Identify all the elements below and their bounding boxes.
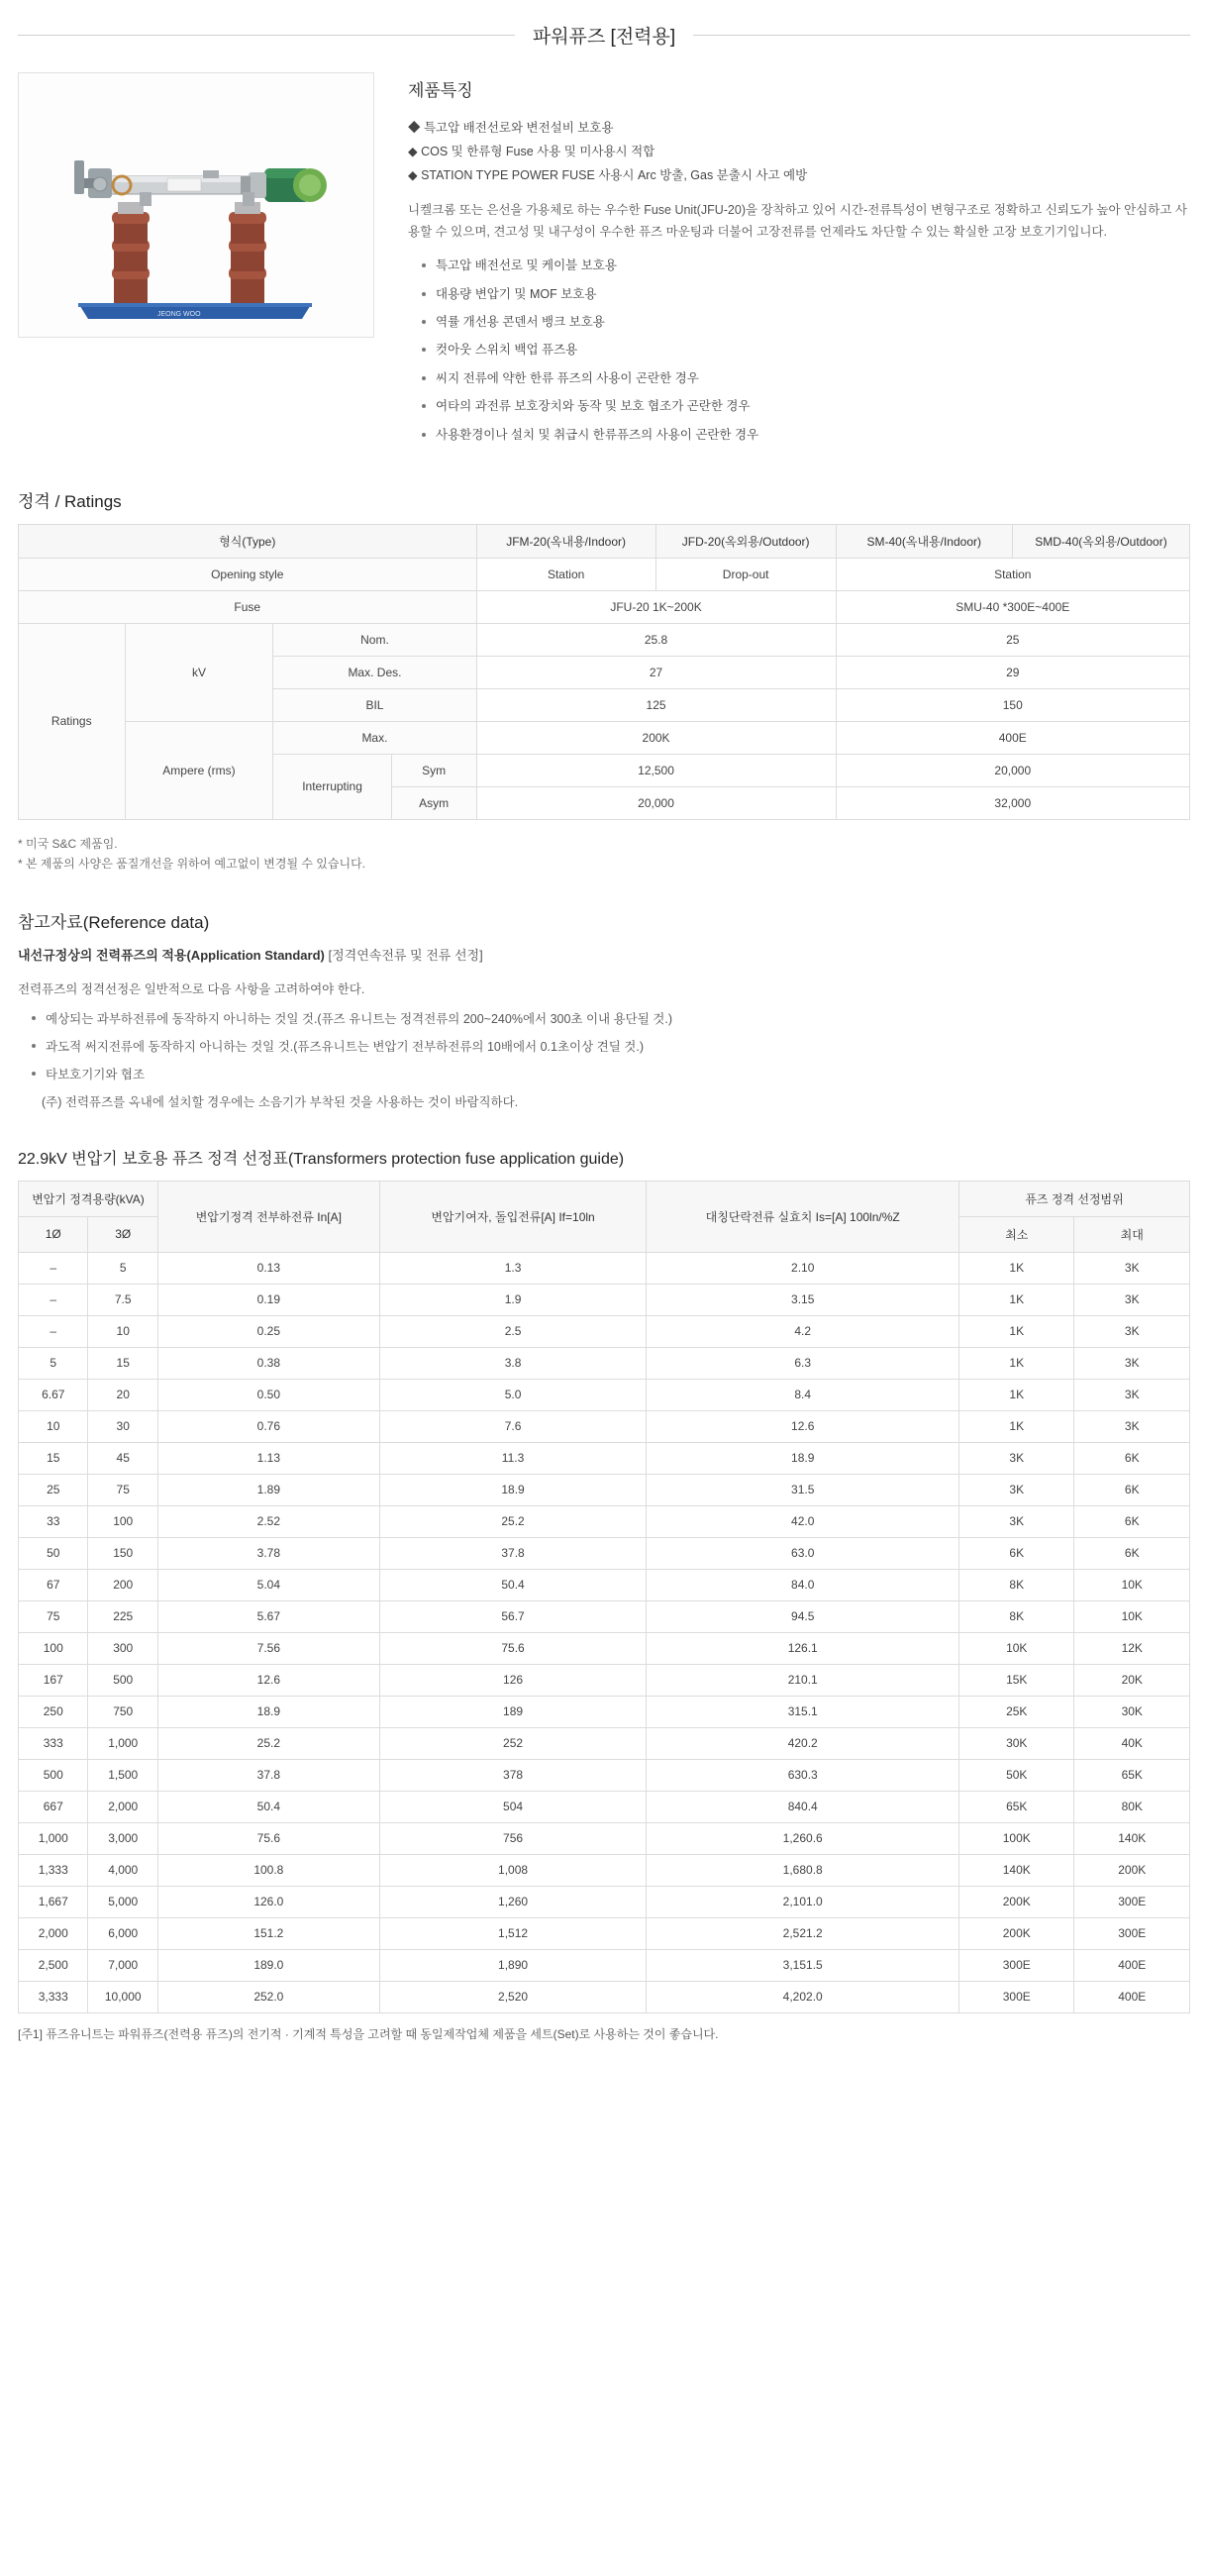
cell-current: 0.13	[157, 1252, 379, 1284]
cell-phase1: 500	[19, 1759, 88, 1791]
cell-min: 25K	[959, 1696, 1074, 1727]
cell-phase3: 225	[88, 1600, 157, 1632]
reference-bullet-1: 예상되는 과부하전류에 동작하지 아니하는 것일 것.(퓨즈 유니트는 정격전류의 200~240%에서 300초 이내 용단될 것.)	[36, 1009, 1190, 1029]
cell-current: 5.04	[157, 1569, 379, 1600]
cell-phase3: 500	[88, 1664, 157, 1696]
page-title: 파워퓨즈 [전력용]	[532, 27, 676, 48]
cell-short: 1,260.6	[647, 1822, 959, 1854]
cell-inrush: 189	[379, 1696, 647, 1727]
rating-row-name-5: Sym	[391, 754, 476, 786]
feature-bullet-3: 역률 개선용 콘덴서 뱅크 보호용	[426, 313, 1190, 332]
cell-inrush: 252	[379, 1727, 647, 1759]
feature-bullet-7: 사용환경이나 설치 및 취급시 한류퓨즈의 사용이 곤란한 경우	[426, 426, 1190, 445]
table-header-row	[19, 1181, 1190, 1216]
cell-max: 20K	[1074, 1664, 1190, 1696]
cell-short: 42.0	[647, 1505, 959, 1537]
reference-bullet-3: 타보호기기와 협조	[36, 1065, 1190, 1084]
header-min: 최소	[959, 1216, 1074, 1252]
cell-current: 0.38	[157, 1347, 379, 1379]
cell-current: 25.2	[157, 1727, 379, 1759]
cell-current: 37.8	[157, 1759, 379, 1791]
cell-short: 4,202.0	[647, 1981, 959, 2012]
opening-style-2: Drop-out	[655, 558, 836, 590]
ratings-type-3: SM-40(옥내용/Indoor)	[836, 524, 1012, 558]
reference-heading: 참고자료(Reference data)	[18, 912, 210, 932]
cell-phase1: 167	[19, 1664, 88, 1696]
cell-phase1: 3,333	[19, 1981, 88, 2012]
table-row	[19, 1600, 1190, 1632]
cell-inrush: 378	[379, 1759, 647, 1791]
cell-phase1: –	[19, 1284, 88, 1315]
rating-row-v2-5: 20,000	[836, 754, 1189, 786]
cell-current: 100.8	[157, 1854, 379, 1886]
cell-max: 30K	[1074, 1696, 1190, 1727]
table-row	[19, 590, 1190, 623]
cell-max: 300E	[1074, 1886, 1190, 1917]
header-max: 최대	[1074, 1216, 1190, 1252]
cell-min: 3K	[959, 1442, 1074, 1474]
cell-inrush: 7.6	[379, 1410, 647, 1442]
cell-min: 1K	[959, 1315, 1074, 1347]
cell-max: 6K	[1074, 1505, 1190, 1537]
cell-min: 1K	[959, 1379, 1074, 1410]
feature-diamond-3: ◆ STATION TYPE POWER FUSE 사용시 Arc 방출, Gas 분출시 사고 예방	[408, 167, 808, 182]
cell-min: 140K	[959, 1854, 1074, 1886]
cell-phase3: 10,000	[88, 1981, 157, 2012]
cell-inrush: 1.9	[379, 1284, 647, 1315]
table-row	[19, 1284, 1190, 1315]
ratings-note-2: * 본 제품의 사양은 품질개선을 위하여 예고없이 변경될 수 있습니다.	[18, 857, 365, 872]
cell-phase1: 25	[19, 1474, 88, 1505]
table-row	[19, 1410, 1190, 1442]
cell-inrush: 756	[379, 1822, 647, 1854]
product-overview	[0, 54, 1208, 454]
cell-phase1: 1,333	[19, 1854, 88, 1886]
cell-min: 300E	[959, 1981, 1074, 2012]
rating-row-name-6: Asym	[391, 786, 476, 819]
feature-bullet-5: 씨지 전류에 약한 한류 퓨즈의 사용이 곤란한 경우	[426, 369, 1190, 388]
cell-inrush: 25.2	[379, 1505, 647, 1537]
opening-style-1: Station	[476, 558, 655, 590]
cell-phase1: 33	[19, 1505, 88, 1537]
ratings-label: Ratings	[19, 623, 126, 819]
cell-max: 400E	[1074, 1949, 1190, 1981]
cell-phase3: 4,000	[88, 1854, 157, 1886]
fuse-table-footnote: [주1] 퓨즈유니트는 파워퓨즈(전력용 퓨즈)의 전기적 · 기계적 특성을 고려할 때 동일제작업체 제품을 세트(Set)로 사용하는 것이 좋습니다.	[18, 2026, 719, 2041]
cell-short: 8.4	[647, 1379, 959, 1410]
cell-current: 50.4	[157, 1791, 379, 1822]
features-heading: 제품특징	[408, 81, 473, 100]
table-row	[19, 1569, 1190, 1600]
cell-min: 300E	[959, 1949, 1074, 1981]
rating-row-v1-6: 20,000	[476, 786, 836, 819]
cell-inrush: 126	[379, 1664, 647, 1696]
cell-phase3: 100	[88, 1505, 157, 1537]
cell-max: 6K	[1074, 1537, 1190, 1569]
cell-min: 10K	[959, 1632, 1074, 1664]
cell-current: 2.52	[157, 1505, 379, 1537]
cell-phase1: 6.67	[19, 1379, 88, 1410]
table-row	[19, 1727, 1190, 1759]
rating-row-v2-2: 29	[836, 656, 1189, 688]
cell-phase3: 7,000	[88, 1949, 157, 1981]
cell-phase3: 150	[88, 1537, 157, 1569]
reference-intro: 전력퓨즈의 정격선정은 일반적으로 다음 사항을 고려하여야 한다.	[18, 981, 365, 996]
cell-max: 3K	[1074, 1252, 1190, 1284]
cell-phase3: 5	[88, 1252, 157, 1284]
cell-max: 10K	[1074, 1600, 1190, 1632]
features-panel	[374, 72, 1190, 454]
cell-min: 200K	[959, 1917, 1074, 1949]
cell-phase3: 1,000	[88, 1727, 157, 1759]
rating-row-name-2: Max. Des.	[273, 656, 476, 688]
table-row	[19, 1886, 1190, 1917]
fuse-value-2: SMU-40 *300E~400E	[836, 590, 1189, 623]
cell-max: 65K	[1074, 1759, 1190, 1791]
cell-phase1: 2,500	[19, 1949, 88, 1981]
cell-max: 80K	[1074, 1791, 1190, 1822]
cell-min: 15K	[959, 1664, 1074, 1696]
cell-min: 3K	[959, 1505, 1074, 1537]
table-row	[19, 1664, 1190, 1696]
table-row	[19, 1252, 1190, 1284]
table-row	[19, 623, 1190, 656]
cell-inrush: 5.0	[379, 1379, 647, 1410]
cell-min: 3K	[959, 1474, 1074, 1505]
cell-current: 18.9	[157, 1696, 379, 1727]
cell-short: 6.3	[647, 1347, 959, 1379]
cell-current: 0.19	[157, 1284, 379, 1315]
cell-short: 210.1	[647, 1664, 959, 1696]
cell-phase3: 7.5	[88, 1284, 157, 1315]
cell-inrush: 2,520	[379, 1981, 647, 2012]
table-row	[19, 721, 1190, 754]
cell-current: 0.25	[157, 1315, 379, 1347]
header-short-circuit: 대칭단락전류 실효치 Is=[A] 100ln/%Z	[647, 1181, 959, 1252]
cell-max: 140K	[1074, 1822, 1190, 1854]
cell-phase3: 2,000	[88, 1791, 157, 1822]
cell-phase3: 6,000	[88, 1917, 157, 1949]
cell-min: 1K	[959, 1284, 1074, 1315]
cell-inrush: 1.3	[379, 1252, 647, 1284]
cell-phase1: 15	[19, 1442, 88, 1474]
cell-phase1: 250	[19, 1696, 88, 1727]
cell-max: 6K	[1074, 1442, 1190, 1474]
cell-short: 630.3	[647, 1759, 959, 1791]
cell-short: 126.1	[647, 1632, 959, 1664]
features-bullet-list	[408, 257, 1190, 445]
cell-min: 100K	[959, 1822, 1074, 1854]
cell-inrush: 11.3	[379, 1442, 647, 1474]
cell-current: 0.50	[157, 1379, 379, 1410]
cell-max: 3K	[1074, 1347, 1190, 1379]
reference-bullet-list	[18, 1009, 1190, 1084]
cell-short: 315.1	[647, 1696, 959, 1727]
fuse-label: Fuse	[19, 590, 477, 623]
cell-max: 10K	[1074, 1569, 1190, 1600]
table-row	[19, 1981, 1190, 2012]
cell-phase1: 667	[19, 1791, 88, 1822]
cell-max: 6K	[1074, 1474, 1190, 1505]
rating-row-v1-4: 200K	[476, 721, 836, 754]
cell-current: 0.76	[157, 1410, 379, 1442]
cell-phase1: 75	[19, 1600, 88, 1632]
cell-min: 8K	[959, 1569, 1074, 1600]
cell-min: 6K	[959, 1537, 1074, 1569]
table-row	[19, 1505, 1190, 1537]
cell-short: 31.5	[647, 1474, 959, 1505]
cell-current: 7.56	[157, 1632, 379, 1664]
header-phase3: 3Ø	[88, 1216, 157, 1252]
fuse-selection-table	[18, 1181, 1190, 2013]
cell-phase3: 300	[88, 1632, 157, 1664]
reference-bullet-2: 과도적 써지전류에 동작하지 아니하는 것일 것.(퓨즈유니트는 변압기 전부하전류의 10배에서 0.1초이상 견딜 것.)	[36, 1037, 1190, 1057]
fuse-table-heading: 22.9kV 변압기 보호용 퓨즈 정격 선정표(Transformers protection fuse application guide)	[18, 1150, 625, 1168]
ratings-type-1: JFM-20(옥내용/Indoor)	[476, 524, 655, 558]
table-row	[19, 1379, 1190, 1410]
cell-inrush: 75.6	[379, 1632, 647, 1664]
features-diamond-list	[408, 119, 1190, 184]
cell-phase1: 10	[19, 1410, 88, 1442]
table-row	[19, 1759, 1190, 1791]
table-row	[19, 1537, 1190, 1569]
cell-phase3: 750	[88, 1696, 157, 1727]
table-row	[19, 1854, 1190, 1886]
cell-inrush: 18.9	[379, 1474, 647, 1505]
cell-short: 3.15	[647, 1284, 959, 1315]
header-inrush: 변압기여자, 돌입전류[A] If=10ln	[379, 1181, 647, 1252]
cell-current: 252.0	[157, 1981, 379, 2012]
cell-phase1: –	[19, 1315, 88, 1347]
cell-phase3: 20	[88, 1379, 157, 1410]
cell-min: 65K	[959, 1791, 1074, 1822]
cell-short: 1,680.8	[647, 1854, 959, 1886]
table-row	[19, 1474, 1190, 1505]
cell-inrush: 1,512	[379, 1917, 647, 1949]
table-row	[19, 524, 1190, 558]
reference-subheading	[18, 945, 1190, 964]
rating-row-name-4: Max.	[273, 721, 476, 754]
cell-max: 3K	[1074, 1284, 1190, 1315]
cell-phase1: 67	[19, 1569, 88, 1600]
title-rule-left	[18, 35, 515, 36]
cell-phase1: 333	[19, 1727, 88, 1759]
page-title-bar	[0, 0, 1208, 54]
cell-phase3: 3,000	[88, 1822, 157, 1854]
table-row	[19, 1347, 1190, 1379]
fuse-value-1: JFU-20 1K~200K	[476, 590, 836, 623]
reference-subheading-bold: 내선규정상의 전력퓨즈의 적용(Application Standard)	[18, 947, 325, 963]
cell-phase3: 5,000	[88, 1886, 157, 1917]
cell-inrush: 56.7	[379, 1600, 647, 1632]
feature-bullet-4: 컷아웃 스위치 백업 퓨즈용	[426, 341, 1190, 360]
reference-subheading-normal: [정격연속전류 및 전류 선정]	[324, 947, 483, 963]
cell-inrush: 3.8	[379, 1347, 647, 1379]
cell-min: 200K	[959, 1886, 1074, 1917]
cell-phase3: 30	[88, 1410, 157, 1442]
title-rule-right	[693, 35, 1190, 36]
cell-min: 50K	[959, 1759, 1074, 1791]
feature-bullet-2: 대용량 변압기 및 MOF 보호용	[426, 285, 1190, 304]
table-row	[19, 1917, 1190, 1949]
table-row	[19, 1822, 1190, 1854]
cell-min: 1K	[959, 1252, 1074, 1284]
cell-current: 126.0	[157, 1886, 379, 1917]
cell-phase1: 5	[19, 1347, 88, 1379]
cell-current: 75.6	[157, 1822, 379, 1854]
cell-phase1: 1,000	[19, 1822, 88, 1854]
cell-short: 18.9	[647, 1442, 959, 1474]
cell-short: 3,151.5	[647, 1949, 959, 1981]
rating-row-v1-5: 12,500	[476, 754, 836, 786]
cell-current: 12.6	[157, 1664, 379, 1696]
header-current: 변압기정격 전부하전류 In[A]	[157, 1181, 379, 1252]
table-row	[19, 1632, 1190, 1664]
cell-short: 2,521.2	[647, 1917, 959, 1949]
cell-current: 189.0	[157, 1949, 379, 1981]
kv-label: kV	[125, 623, 273, 721]
feature-bullet-6: 여타의 과전류 보호장치와 동작 및 보호 협조가 곤란한 경우	[426, 397, 1190, 416]
cell-inrush: 2.5	[379, 1315, 647, 1347]
table-row	[19, 1315, 1190, 1347]
ampere-label: Ampere (rms)	[125, 721, 273, 819]
cell-phase3: 45	[88, 1442, 157, 1474]
cell-inrush: 504	[379, 1791, 647, 1822]
cell-short: 840.4	[647, 1791, 959, 1822]
rating-row-v2-4: 400E	[836, 721, 1189, 754]
cell-short: 12.6	[647, 1410, 959, 1442]
cell-phase1: 100	[19, 1632, 88, 1664]
cell-min: 1K	[959, 1347, 1074, 1379]
cell-inrush: 1,260	[379, 1886, 647, 1917]
cell-phase3: 15	[88, 1347, 157, 1379]
cell-min: 1K	[959, 1410, 1074, 1442]
product-photo	[18, 72, 374, 338]
opening-style-3: Station	[836, 558, 1189, 590]
feature-diamond-1: ◆ 특고압 배전선로와 변전설비 보호용	[408, 121, 614, 135]
ratings-type-label: 형식(Type)	[19, 524, 477, 558]
cell-short: 84.0	[647, 1569, 959, 1600]
cell-phase3: 1,500	[88, 1759, 157, 1791]
cell-max: 3K	[1074, 1410, 1190, 1442]
rating-row-v1-1: 25.8	[476, 623, 836, 656]
rating-row-v1-3: 125	[476, 688, 836, 721]
rating-row-name-3: BIL	[273, 688, 476, 721]
cell-max: 300E	[1074, 1917, 1190, 1949]
table-row	[19, 1696, 1190, 1727]
cell-inrush: 50.4	[379, 1569, 647, 1600]
cell-current: 1.89	[157, 1474, 379, 1505]
cell-inrush: 1,008	[379, 1854, 647, 1886]
cell-phase3: 10	[88, 1315, 157, 1347]
cell-current: 1.13	[157, 1442, 379, 1474]
cell-phase3: 200	[88, 1569, 157, 1600]
header-range: 퓨즈 정격 선정범위	[959, 1181, 1190, 1216]
cell-short: 4.2	[647, 1315, 959, 1347]
ratings-type-2: JFD-20(옥외용/Outdoor)	[655, 524, 836, 558]
cell-min: 30K	[959, 1727, 1074, 1759]
ratings-notes	[18, 834, 1190, 875]
cell-short: 420.2	[647, 1727, 959, 1759]
cell-min: 8K	[959, 1600, 1074, 1632]
cell-max: 12K	[1074, 1632, 1190, 1664]
power-fuse-illustration	[19, 73, 371, 335]
rating-row-v2-1: 25	[836, 623, 1189, 656]
header-capacity: 변압기 정격용량(kVA)	[19, 1181, 158, 1216]
table-row	[19, 1949, 1190, 1981]
cell-current: 3.78	[157, 1537, 379, 1569]
cell-phase1: 2,000	[19, 1917, 88, 1949]
cell-current: 5.67	[157, 1600, 379, 1632]
ratings-heading: 정격 / Ratings	[18, 491, 122, 511]
cell-phase3: 75	[88, 1474, 157, 1505]
header-phase1: 1Ø	[19, 1216, 88, 1252]
cell-phase1: 1,667	[19, 1886, 88, 1917]
table-row	[19, 558, 1190, 590]
cell-max: 40K	[1074, 1727, 1190, 1759]
reference-block	[18, 945, 1190, 1112]
ratings-type-4: SMD-40(옥외용/Outdoor)	[1012, 524, 1189, 558]
table-row	[19, 1442, 1190, 1474]
cell-max: 3K	[1074, 1379, 1190, 1410]
cell-short: 94.5	[647, 1600, 959, 1632]
cell-short: 63.0	[647, 1537, 959, 1569]
rating-row-name-1: Nom.	[273, 623, 476, 656]
interrupting-label: Interrupting	[273, 754, 391, 819]
cell-current: 151.2	[157, 1917, 379, 1949]
fuse-table-body	[19, 1252, 1190, 2012]
table-row	[19, 1791, 1190, 1822]
cell-short: 2,101.0	[647, 1886, 959, 1917]
cell-max: 200K	[1074, 1854, 1190, 1886]
reference-note: (주) 전력퓨즈를 옥내에 설치할 경우에는 소음기가 부착된 것을 사용하는 것이 바람직하다.	[42, 1094, 519, 1109]
rating-row-v1-2: 27	[476, 656, 836, 688]
rating-row-v2-6: 32,000	[836, 786, 1189, 819]
svg-text:JEONG WOO: JEONG WOO	[157, 311, 201, 318]
cell-short: 2.10	[647, 1252, 959, 1284]
cell-inrush: 1,890	[379, 1949, 647, 1981]
cell-phase1: 50	[19, 1537, 88, 1569]
cell-max: 400E	[1074, 1981, 1190, 2012]
features-description: 니켈크롬 또는 은선을 가용체로 하는 우수한 Fuse Unit(JFU-20)을 장착하고 있어 시간-전류특성이 변형구조로 정확하고 신뢰도가 높아 안심하고 사용할 수 있으며, 견고성 및 내구성이 우수한 퓨즈 마운팅과 더불어 고장전류를 언제라도 차단할 수 있는 확실한 고장 보호기기입니다.	[408, 203, 1187, 239]
feature-bullet-1: 특고압 배전선로 및 케이블 보호용	[426, 257, 1190, 275]
ratings-note-1: * 미국 S&C 제품임.	[18, 836, 118, 851]
rating-row-v2-3: 150	[836, 688, 1189, 721]
feature-diamond-2: ◆ COS 및 한류형 Fuse 사용 및 미사용시 적합	[408, 144, 655, 158]
cell-phase1: –	[19, 1252, 88, 1284]
ratings-table	[18, 524, 1190, 820]
cell-max: 3K	[1074, 1315, 1190, 1347]
opening-style-label: Opening style	[19, 558, 477, 590]
cell-inrush: 37.8	[379, 1537, 647, 1569]
